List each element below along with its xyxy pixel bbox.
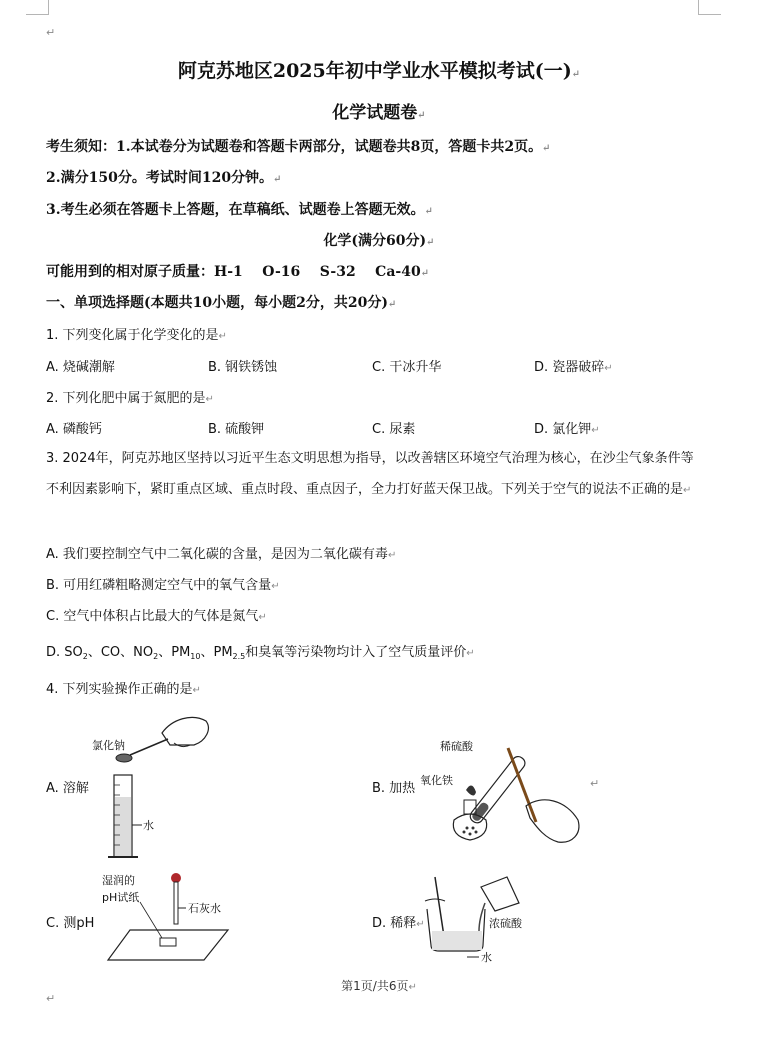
part-one-title: 一、单项选择题(本题共10小题，每小题2分，共20分)↵ [46, 295, 397, 311]
q1-option-d: D. 瓷器破碎↵ [534, 360, 613, 375]
paragraph-mark: ↵ [46, 26, 56, 39]
spoon-handle [130, 739, 168, 755]
question-4-stem: 4. 下列实验操作正确的是↵ [46, 682, 201, 697]
figure-dissolve [90, 705, 220, 865]
subject-heading: 化学(满分60分)↵ [323, 233, 435, 249]
figure-heating [418, 728, 593, 858]
q4-option-a: A. 溶解 [46, 781, 89, 796]
glass-plate [108, 930, 228, 960]
question-1-stem: 1. 下列变化属于化学变化的是↵ [46, 328, 227, 343]
label-sodium-chloride: 氯化钠 [92, 739, 125, 752]
label-wet: 湿润的 [102, 874, 135, 887]
dropper [174, 882, 178, 924]
q2-option-d: D. 氯化钾↵ [534, 422, 600, 437]
atomic-mass-line: 可能用到的相对原子质量：H-1 O-16 S-32 Ca-40↵ [46, 264, 430, 280]
exam-title: 阿克苏地区2025年初中学业水平模拟考试(一)↵ [177, 60, 581, 82]
q2-option-a: A. 磷酸钙 [46, 422, 102, 437]
notice-line-3: 3.考生必须在答题卡上答题，在草稿纸、试题卷上答题无效。↵ [46, 202, 434, 218]
paragraph-mark: ↵ [590, 777, 600, 790]
q1-option-c: C. 干冰升华 [372, 360, 442, 375]
hand-icon [162, 717, 208, 745]
q4-option-d: D. 稀释↵ [372, 916, 425, 931]
q1-option-a: A. 烧碱潮解 [46, 360, 115, 375]
question-2-stem: 2. 下列化肥中属于氮肥的是↵ [46, 391, 214, 406]
exam-subtitle: 化学试题卷↵ [332, 103, 426, 123]
label-water: 水 [143, 819, 154, 832]
ph-paper [160, 938, 176, 946]
spoon-icon [116, 754, 132, 762]
label-dilute-sulfuric-acid: 稀硫酸 [440, 740, 473, 753]
label-conc-sulfuric-acid: 浓硫酸 [489, 917, 522, 930]
page-corner-top-left [26, 0, 49, 15]
q3-option-d: D. $SO_2$、CO、$NO_2$、$PM_{10}$、$PM_{2.5}$和臭氧等污染物均计入了空气质量评价↵ [46, 645, 475, 661]
acid-beaker [481, 877, 519, 911]
page-corner-top-right [698, 0, 721, 15]
q3-option-a: A. 我们要控制空气中二氧化碳的含量，是因为二氧化碳有毒↵ [46, 547, 397, 562]
hand-icon [526, 800, 579, 842]
notice-line-1: 考生须知：1.本试卷分为试题卷和答题卡两部分，试题卷共8页，答题卡共2页。↵ [46, 139, 551, 155]
page-footer: 第1页/共6页↵ [341, 979, 417, 993]
figure-ph-test [100, 870, 240, 965]
q4-option-c: C. 测pH [46, 916, 95, 931]
tube-holder [508, 748, 536, 822]
q2-option-b: B. 硫酸钾 [208, 422, 265, 437]
water-fill [115, 797, 131, 856]
label-limewater: 石灰水 [188, 902, 221, 915]
label-water-d: 水 [481, 951, 492, 964]
notice-line-2: 2.满分150分。考试时间120分钟。↵ [46, 170, 282, 186]
question-3-stem: 3. 2024年，阿克苏地区坚持以习近平生态文明思想为指导，以改善辖区环境空气治理为核心，在沙尘气象条件等不利因素影响下，紧盯重点区域、重点时段、重点因子，全力打好蓝天保卫战。下列关于空气的说法不正确的是↵ [46, 451, 694, 497]
q3-option-b: B. 可用红磷粗略测定空气中的氧气含量↵ [46, 578, 280, 593]
label-ph-paper: pH试纸 [102, 891, 140, 904]
q1-option-b: B. 钢铁锈蚀 [208, 360, 278, 375]
q3-option-c: C. 空气中体积占比最大的气体是氮气↵ [46, 609, 267, 624]
figure-dilution [415, 873, 555, 965]
flame-icon [466, 785, 476, 795]
paragraph-mark: ↵ [46, 992, 56, 1005]
q2-option-c: C. 尿素 [372, 422, 416, 437]
label-iron-oxide: 氧化铁 [420, 774, 453, 787]
q4-option-b: B. 加热 [372, 781, 416, 796]
